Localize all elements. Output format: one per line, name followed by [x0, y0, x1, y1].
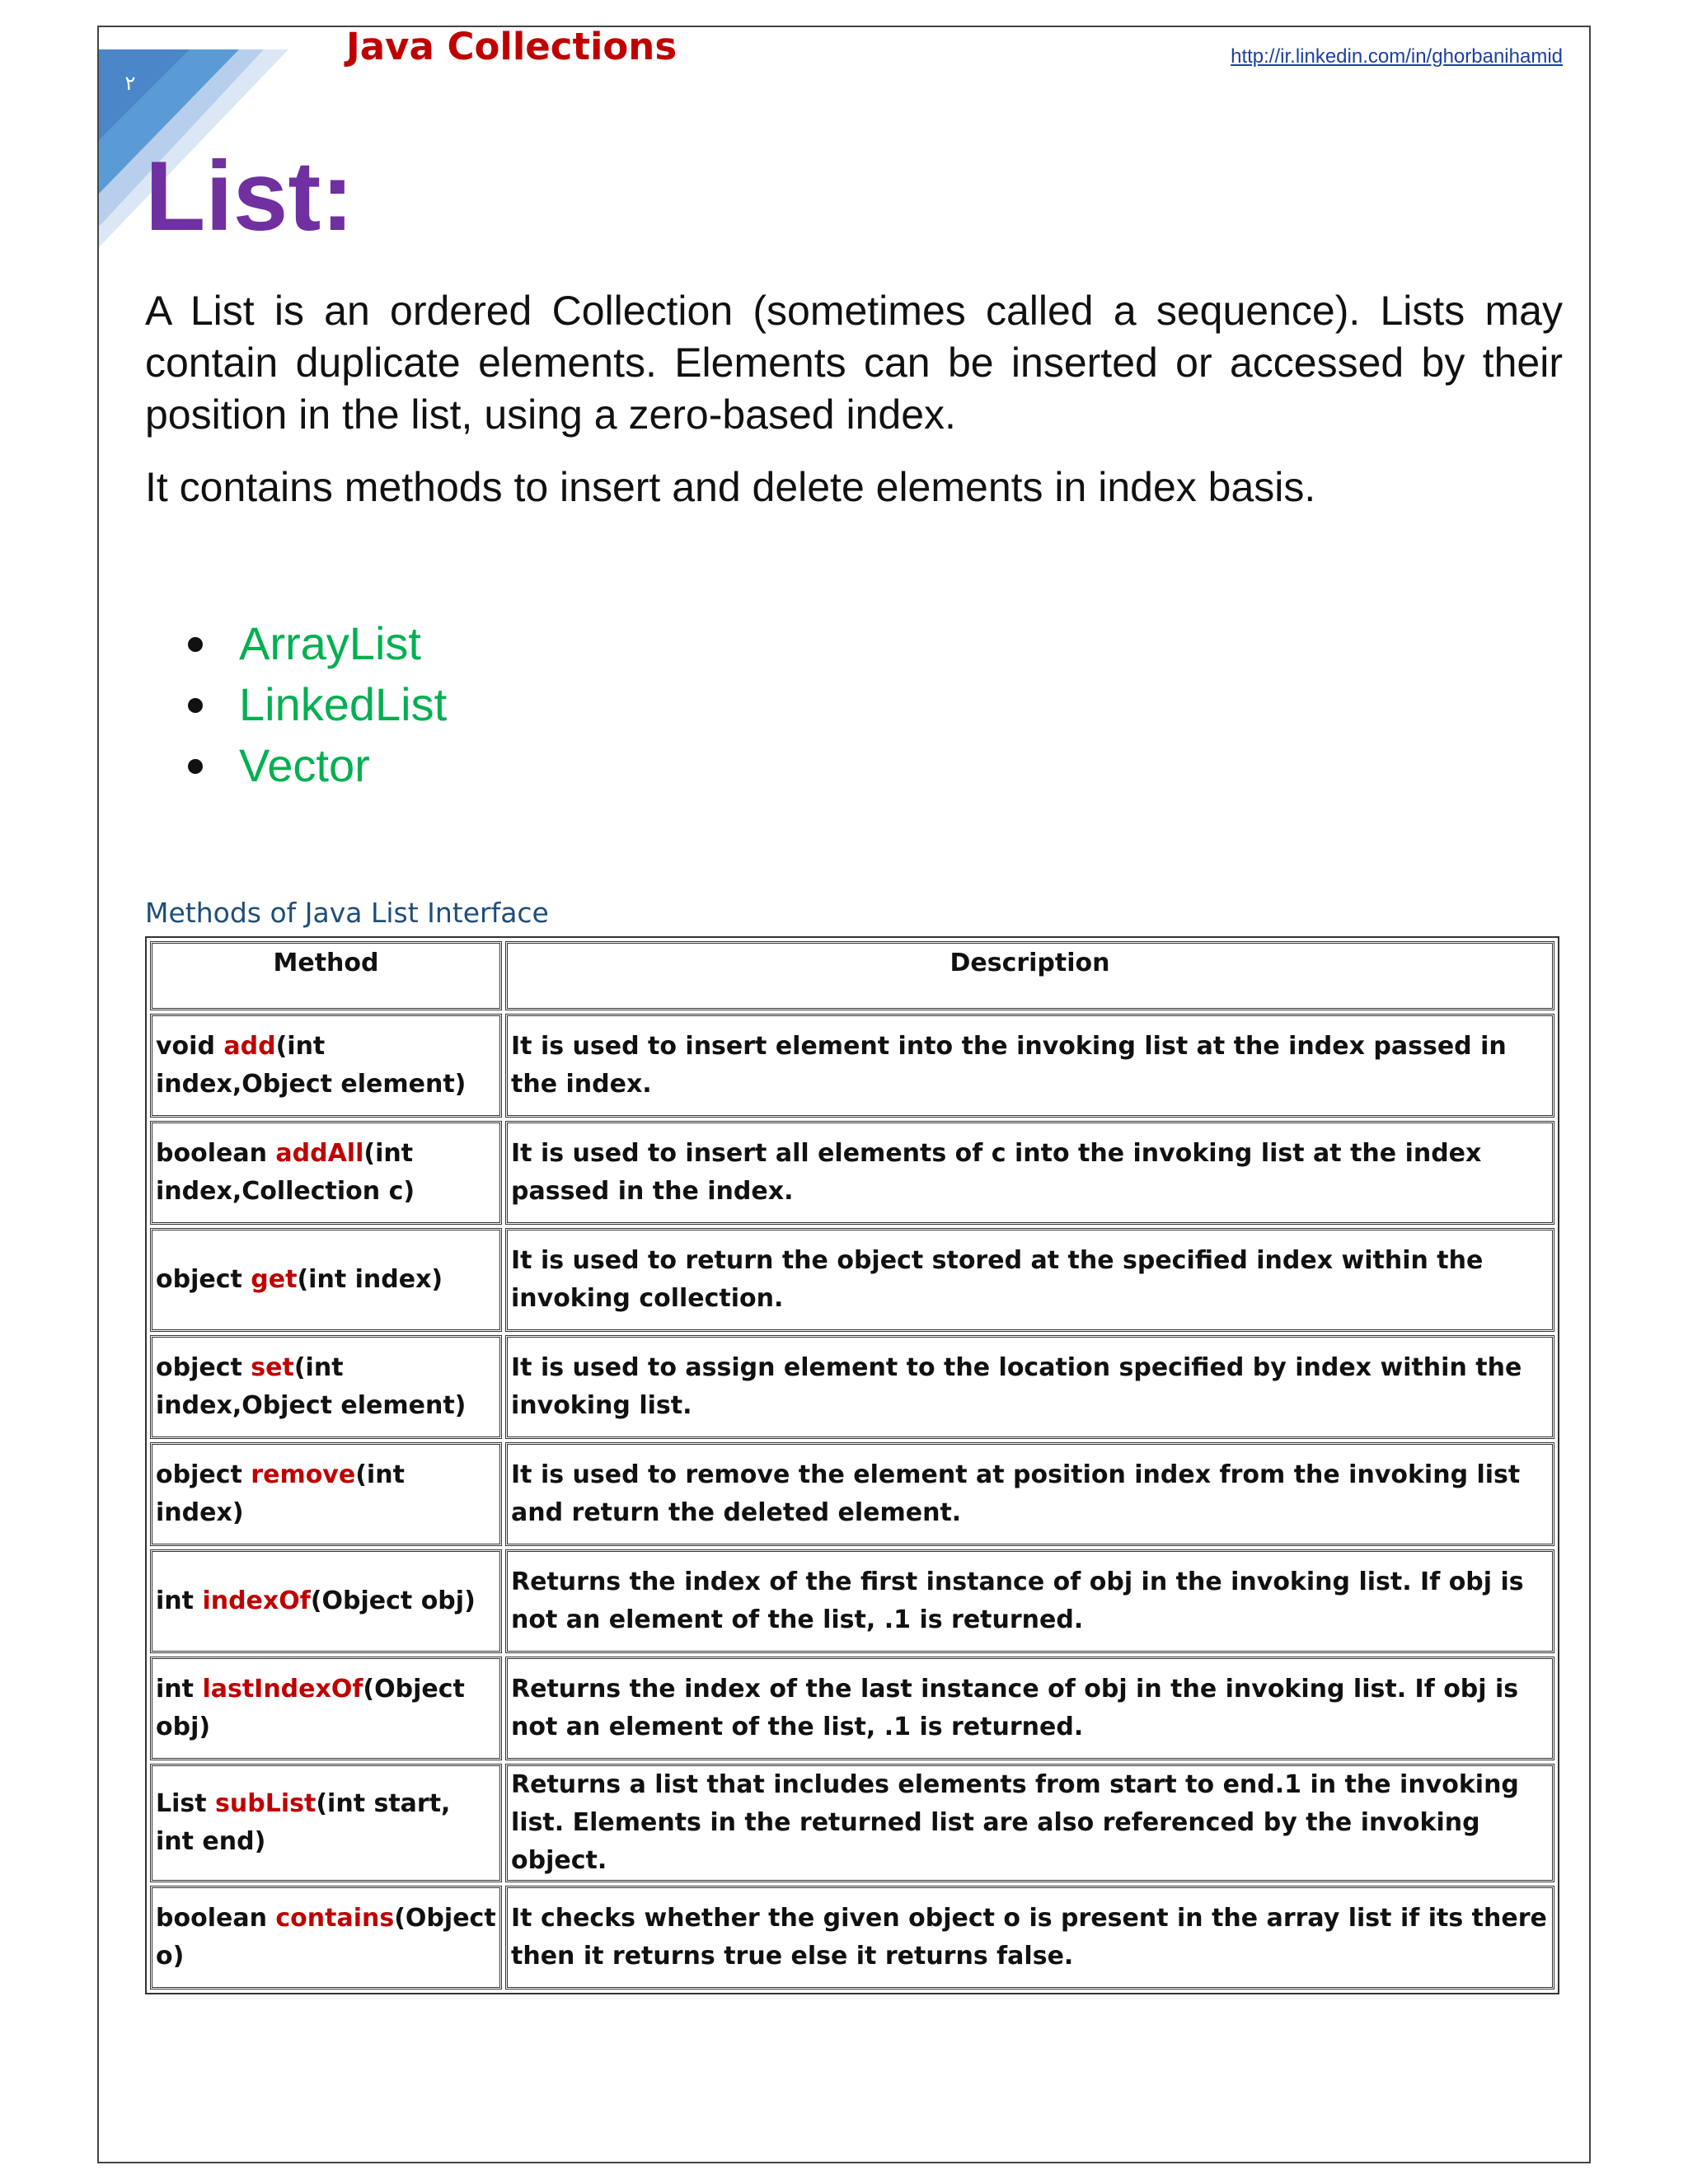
method-params: (int start, int end) [156, 1789, 451, 1856]
section-heading: List: [145, 141, 354, 251]
method-return-type: int [156, 1586, 203, 1615]
method-return-type: boolean [156, 1139, 276, 1168]
method-name: add [223, 1032, 276, 1061]
method-return-type: object [156, 1460, 251, 1489]
method-name: indexOf [202, 1586, 311, 1615]
list-item [239, 735, 447, 796]
table-row [150, 1014, 1554, 1118]
implementation-list [239, 613, 447, 796]
bullet-icon [188, 759, 203, 774]
column-header-description: Description [505, 941, 1554, 1010]
methods-table [145, 936, 1559, 1994]
list-item [239, 613, 447, 674]
method-name: addAll [275, 1139, 364, 1168]
method-cell [150, 1657, 502, 1760]
method-name: remove [251, 1460, 356, 1489]
document-title: Java Collections [346, 25, 678, 68]
method-return-type: List [156, 1789, 216, 1818]
method-params: (int index) [156, 1460, 405, 1527]
method-cell [150, 1335, 502, 1439]
method-params: (Object obj) [156, 1675, 465, 1741]
table-row [150, 1121, 1554, 1225]
implementation-name: ArrayList [239, 617, 421, 669]
table-row [150, 1228, 1554, 1332]
linkedin-link[interactable]: http://ir.linkedin.com/in/ghorbanihamid [1231, 45, 1563, 68]
description-cell: Returns the index of the last instance of obj in the invoking list. If obj is not an element of the list, .1 is returned. [505, 1657, 1554, 1760]
method-return-type: int [156, 1675, 203, 1704]
description-cell: It is used to insert element into the invoking list at the index passed in the index. [505, 1014, 1554, 1118]
method-cell [150, 1886, 502, 1990]
method-cell [150, 1549, 502, 1653]
method-params: (int index,Object element) [156, 1353, 467, 1420]
table-row [150, 1657, 1554, 1760]
description-cell: It checks whether the given object o is present in the array list if its there then it returns true else it returns false. [505, 1886, 1554, 1990]
description-cell: Returns a list that includes elements from start to end.1 in the invoking list. Elements in the returned list are also referenced by the invoking object. [505, 1764, 1554, 1882]
list-item [239, 674, 447, 735]
method-params: (int index,Collection c) [156, 1139, 415, 1206]
table-caption: Methods of Java List Interface [145, 897, 549, 929]
method-return-type: void [156, 1032, 224, 1061]
table-row [150, 1886, 1554, 1990]
method-params: (Object o) [156, 1904, 496, 1971]
table-row [150, 1442, 1554, 1546]
method-cell [150, 1121, 502, 1225]
table-row [150, 1335, 1554, 1439]
method-name: set [251, 1353, 294, 1382]
method-params: (int index,Object element) [156, 1032, 467, 1099]
method-name: lastIndexOf [202, 1675, 363, 1704]
description-cell: It is used to return the object stored at the specified index within the invoking collection. [505, 1228, 1554, 1332]
intro-paragraph-2: It contains methods to insert and delete elements in index basis. [145, 464, 1316, 510]
bullet-icon [188, 698, 203, 713]
description-cell: It is used to assign element to the location specified by index within the invoking list. [505, 1335, 1554, 1439]
method-name: subList [215, 1789, 316, 1818]
method-name: contains [275, 1904, 395, 1933]
method-cell [150, 1014, 502, 1118]
method-params: (int index) [297, 1265, 443, 1294]
table-header-row [150, 941, 1554, 1010]
method-return-type: boolean [156, 1904, 276, 1933]
table-row [150, 1764, 1554, 1882]
table-row [150, 1549, 1554, 1653]
bullet-icon [188, 637, 203, 652]
description-cell: Returns the index of the first instance of obj in the invoking list. If obj is not an element of the list, .1 is returned. [505, 1549, 1554, 1653]
column-header-method: Method [150, 941, 502, 1010]
description-cell: It is used to insert all elements of c into the invoking list at the index passed in the index. [505, 1121, 1554, 1225]
method-return-type: object [156, 1353, 251, 1382]
method-name: get [251, 1265, 298, 1294]
implementation-name: Vector [239, 739, 370, 791]
description-cell: It is used to remove the element at position index from the invoking list and return the deleted element. [505, 1442, 1554, 1546]
implementation-name: LinkedList [239, 678, 448, 730]
intro-paragraph: A List is an ordered Collection (sometimes called a sequence). Lists may contain duplicate elements. Elements can be inserted or accessed by their position in the list, using a zero-based index. [145, 288, 1563, 438]
method-cell [150, 1764, 502, 1882]
method-cell [150, 1442, 502, 1546]
method-return-type: object [156, 1265, 251, 1294]
method-params: (Object obj) [310, 1586, 476, 1615]
page-number: ٢ [124, 72, 136, 95]
method-cell [150, 1228, 502, 1332]
